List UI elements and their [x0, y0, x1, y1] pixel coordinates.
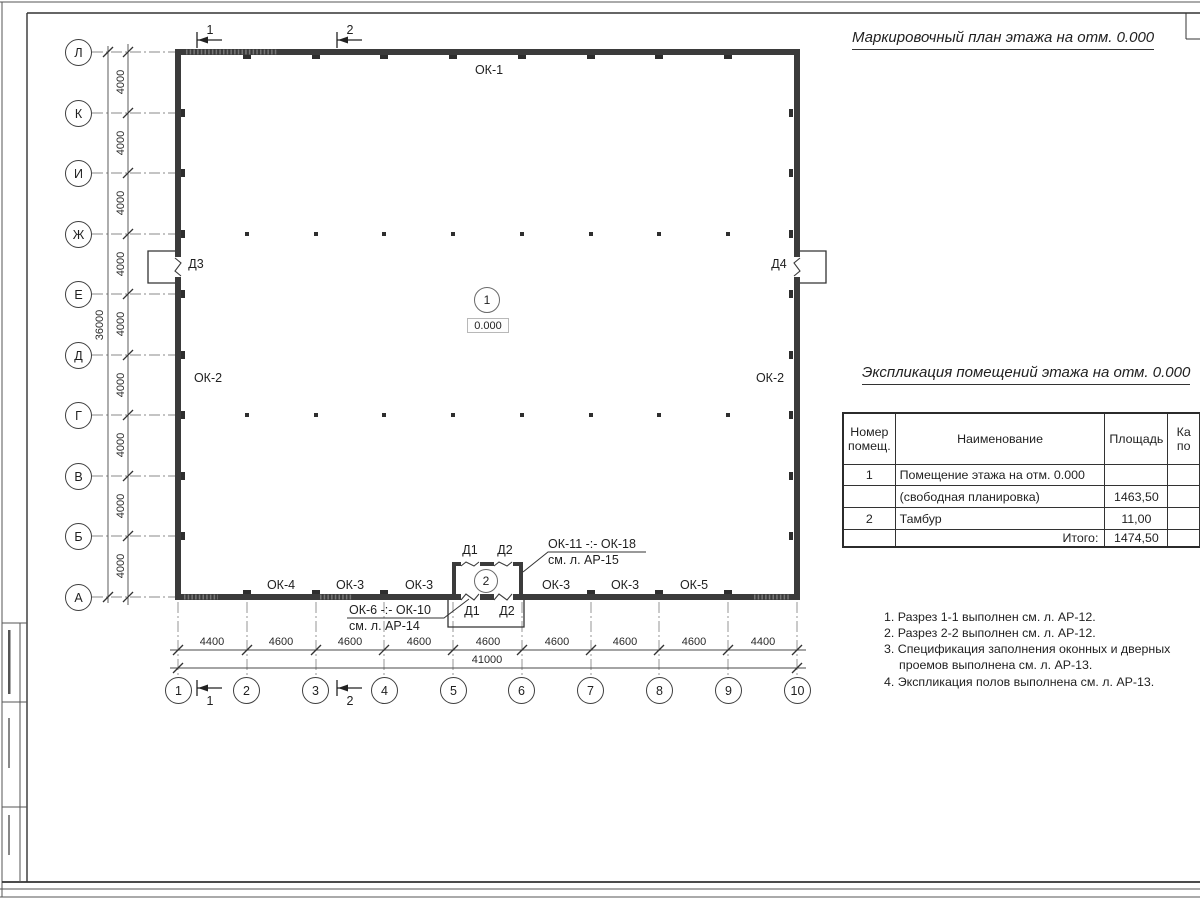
door-mark-d1: Д1: [462, 543, 478, 557]
window-mark-ok1: ОК-1: [474, 63, 504, 77]
axis-row-bubble: В: [65, 463, 92, 490]
axis-row-bubble: Л: [65, 39, 92, 66]
dim-left: 4000: [115, 432, 127, 458]
sheet-title: Маркировочный план этажа на отм. 0.000: [852, 29, 1154, 50]
stamp-text-placeholder: [8, 718, 10, 768]
axis-col-bubble: 10: [784, 677, 811, 704]
dim-bottom: 4600: [612, 636, 638, 648]
door-mark-d2: Д2: [499, 604, 515, 618]
door-mark-d2: Д2: [497, 543, 513, 557]
door-mark-d4: Д4: [771, 257, 787, 271]
axis-row-bubble: Д: [65, 342, 92, 369]
axis-row-bubble: Б: [65, 523, 92, 550]
stamp-text-placeholder: [8, 815, 10, 855]
axis-row-bubble: К: [65, 100, 92, 127]
axis-col-bubble: 8: [646, 677, 673, 704]
window-mark-bottom: ОК-3: [541, 578, 571, 592]
dim-left: 4000: [115, 190, 127, 216]
row-number: 2: [843, 508, 895, 530]
row-number: [843, 486, 895, 508]
axis-col-bubble: 3: [302, 677, 329, 704]
window-mark-bottom: ОК-3: [610, 578, 640, 592]
table-row: [843, 486, 1200, 508]
window-mark-bottom: ОК-3: [404, 578, 434, 592]
table-header-name: Наименование: [895, 413, 1105, 465]
leader-ok6-ok10: ОК-6 -:- ОК-10: [349, 603, 431, 617]
axis-col-bubble: 2: [233, 677, 260, 704]
row-area: [1105, 465, 1168, 486]
dim-left: 4000: [115, 130, 127, 156]
window-mark-ok2-left: ОК-2: [193, 371, 223, 385]
axis-row-bubble: Е: [65, 281, 92, 308]
window-mark-bottom: ОК-3: [335, 578, 365, 592]
dim-bottom: 4600: [268, 636, 294, 648]
window-mark-bottom: ОК-5: [679, 578, 709, 592]
stamp-text-placeholder: [8, 630, 11, 694]
room-marker-1: 1: [474, 287, 500, 313]
section-number-2-top: 2: [346, 23, 354, 37]
section-number-1-top: 1: [206, 23, 214, 37]
window-mark-ok2-right: ОК-2: [755, 371, 785, 385]
dim-bottom: 4400: [750, 636, 776, 648]
axis-row-bubble: Г: [65, 402, 92, 429]
dim-left: 4000: [115, 553, 127, 579]
axis-col-bubble: 1: [165, 677, 192, 704]
note-item: 4. Экспликация полов выполнена см. л. АР-13.: [884, 674, 1155, 689]
total-label: Итого:: [895, 530, 1105, 548]
axis-row-bubble: Ж: [65, 221, 92, 248]
door-mark-d3: Д3: [188, 257, 204, 271]
level-mark: 0.000: [467, 318, 509, 333]
section-number-2-bottom: 2: [346, 694, 354, 708]
table-header-number: Номер помещ.: [843, 413, 895, 465]
door-boxes: [148, 251, 826, 283]
row-name: Тамбур: [895, 508, 1105, 530]
axis-row-bubble: И: [65, 160, 92, 187]
dim-left: 4000: [115, 372, 127, 398]
dim-bottom: 4600: [681, 636, 707, 648]
window-mark-bottom: ОК-4: [266, 578, 296, 592]
table-row: [843, 465, 1200, 486]
axis-col-bubble: 7: [577, 677, 604, 704]
dim-left: 4000: [115, 69, 127, 95]
dimension-lines: [108, 44, 806, 668]
explication-title: Экспликация помещений этажа на отм. 0.000: [862, 364, 1190, 385]
dim-bottom: 4600: [406, 636, 432, 648]
table-header-category: Ка по: [1168, 413, 1200, 465]
dim-left: 4000: [115, 251, 127, 277]
dim-bottom: 4600: [475, 636, 501, 648]
row-area: 11,00: [1105, 508, 1168, 530]
dim-bottom: 4600: [544, 636, 570, 648]
row-number: 1: [843, 465, 895, 486]
axis-col-bubble: 5: [440, 677, 467, 704]
axis-row-bubble: А: [65, 584, 92, 611]
explication-table: [842, 412, 1200, 548]
row-name: (свободная планировка): [895, 486, 1105, 508]
leader-sheet-ap14: см. л. АР-14: [349, 619, 420, 633]
axis-col-bubble: 6: [508, 677, 535, 704]
dim-bottom-total: 41000: [471, 654, 503, 666]
table-row: [843, 508, 1200, 530]
table-row-total: [843, 530, 1200, 548]
row-name: Помещение этажа на отм. 0.000: [895, 465, 1105, 486]
row-area: 1463,50: [1105, 486, 1168, 508]
total-value: 1474,50: [1105, 530, 1168, 548]
dim-left: 4000: [115, 311, 127, 337]
note-item: 2. Разрез 2-2 выполнен см. л. АР-12.: [884, 626, 1096, 641]
leader-ok11-ok18: ОК-11 -:- ОК-18: [548, 537, 636, 551]
room-marker-2: 2: [474, 569, 498, 593]
dim-bottom: 4600: [337, 636, 363, 648]
axis-col-bubble: 9: [715, 677, 742, 704]
dim-left: 4000: [115, 493, 127, 519]
notes-list: [884, 609, 1200, 690]
note-item: 1. Разрез 1-1 выполнен см. л. АР-12.: [884, 610, 1096, 624]
leader-sheet-ap15: см. л. АР-15: [548, 553, 619, 567]
table-header-area: Площадь: [1105, 413, 1168, 465]
section-number-1-bottom: 1: [206, 694, 214, 708]
door-mark-d1: Д1: [464, 604, 480, 618]
note-item: 3. Спецификация заполнения оконных и дверных проемов выполнена см. л. АР-13.: [884, 642, 1171, 673]
axis-col-bubble: 4: [371, 677, 398, 704]
dim-left-total: 36000: [94, 309, 106, 341]
dim-bottom: 4400: [199, 636, 225, 648]
